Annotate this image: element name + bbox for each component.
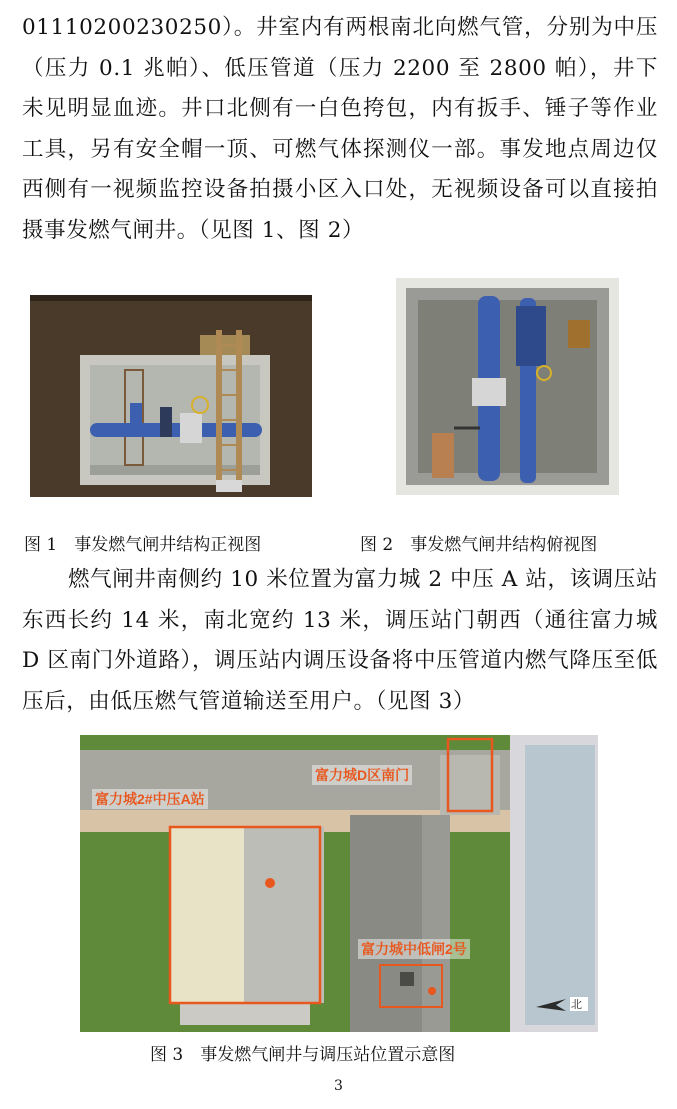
figure-1-front-view	[30, 295, 312, 497]
north-arrow-icon: 北	[571, 998, 582, 1011]
body-paragraph-1: 01110200230250）。井室内有两根南北向燃气管，分别为中压（压力 0.1 兆帕）、低压管道（压力 2200 至 2800 帕），井下未见明显血迹。井口北侧有一白色挎包，内有扳手、锤子等作业工具，另有安全帽一顶、可燃气体探测仪一部。事发地点周边仅西侧有一视频监控设备拍摄小区入口处，无视频设备可以直接拍摄事发燃气闸井。（见图 1、图 2）	[22, 15, 658, 243]
figure-2-top-view	[396, 278, 619, 495]
figure-1-caption: 图 1 事发燃气闸井结构正视图	[24, 535, 262, 555]
page-number: 3	[334, 1078, 343, 1094]
body-paragraph-2: 燃气闸井南侧约 10 米位置为富力城 2 中压 A 站，该调压站东西长约 14 米，南北宽约 13 米，调压站门朝西（通往富力城 D 区南门外道路），调压站内调压设备将中压管道内燃气降压至低压后，由低压燃气管道输送至用户。（见图 3）	[22, 567, 658, 714]
figure-3-site-diagram	[80, 735, 598, 1032]
figure-2-caption: 图 2 事发燃气闸井结构俯视图	[360, 535, 598, 555]
label-station: 富力城2#中压A站	[92, 789, 208, 809]
figure-3-caption: 图 3 事发燃气闸井与调压站位置示意图	[150, 1045, 456, 1065]
label-south-gate: 富力城D区南门	[312, 765, 412, 785]
label-valve: 富力城中低闸2号	[358, 939, 470, 959]
